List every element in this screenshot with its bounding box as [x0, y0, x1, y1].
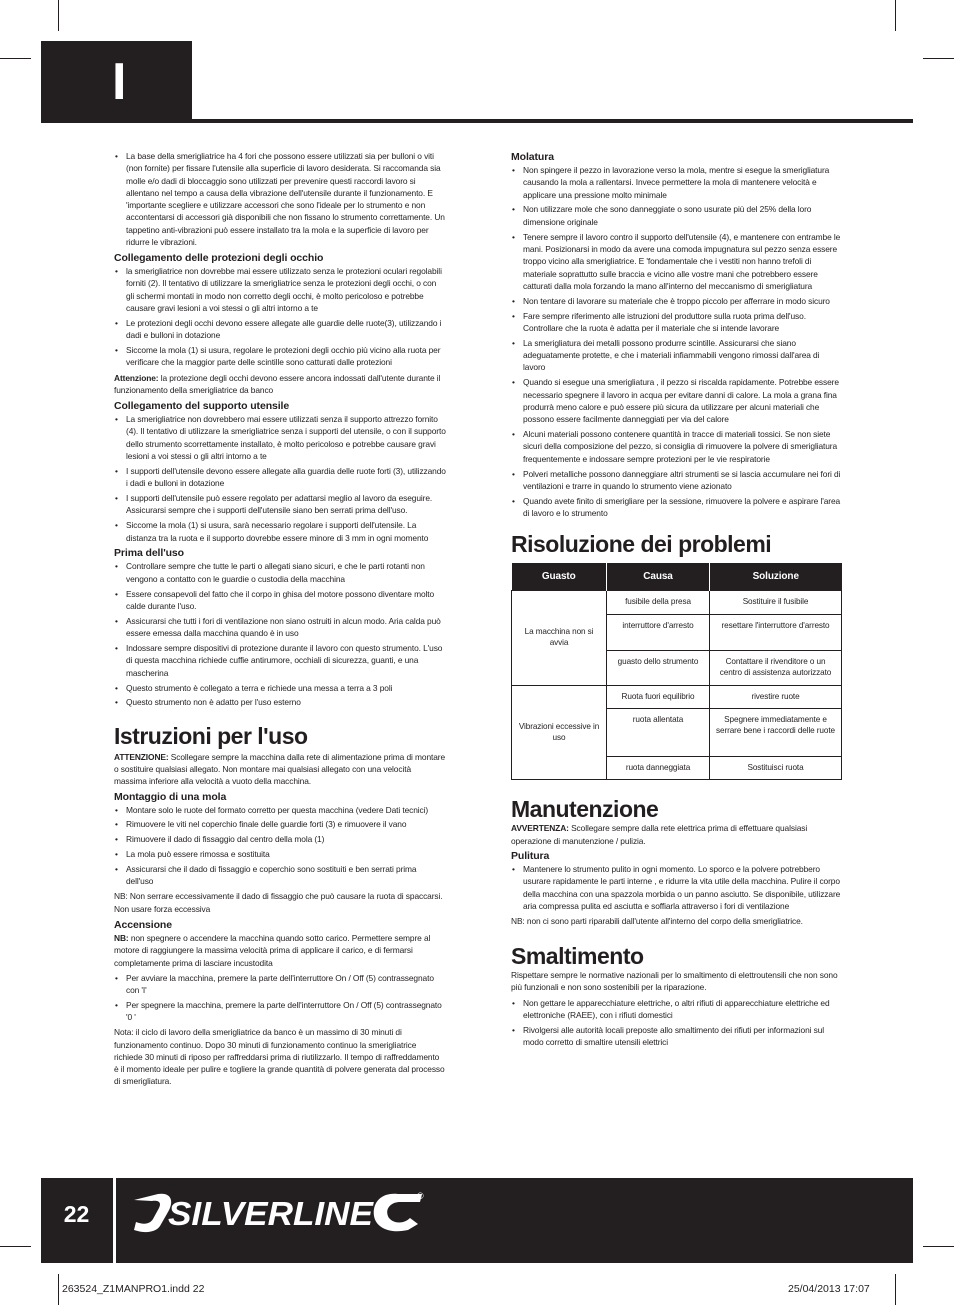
- warning-label: AVVERTENZA:: [511, 823, 569, 834]
- section-title: Pulitura: [511, 849, 550, 862]
- bullet-list: [114, 265, 446, 369]
- table-cell: interruttore d'arresto: [607, 614, 710, 650]
- list-item: • Per spegnere la macchina, premere la parte dell'interruttore On / Off (5) contrassegnato '0 ': [114, 999, 446, 1024]
- list-item: • I supporti dell'utensile può essere regolato per adattarsi meglio al lavoro da eseguire. Assicurarsi sempre che i supporti dell'utensile siano ben serrati prima dell'uso.: [114, 492, 446, 517]
- header-rule: [192, 119, 913, 123]
- crop-mark: [895, 1274, 896, 1305]
- list-item: • Siccome la mola (1) si usura, sarà necessario regolare i supporti dell'utensile. La distanza tra la ruota e il supporto dovrebbe essere minore di 3 mm in ogni momento: [114, 519, 446, 544]
- table-cell: Sostituire il fusibile: [710, 591, 842, 614]
- list-item: • Mantenere lo strumento pulito in ogni momento. Lo sporco e la polvere potrebbero usurare rapidamente le parti interne , e ridurre la vita utile della macchina. Pulire il corpo della macchina con una spazzola morbida o un panno asciutto. Se disponibile, utilizzare aria compressa pulita ed asciutta e soffiarla attraverso i fori di ventilazione: [511, 863, 843, 912]
- logo-wordmark: SILVERLINE: [168, 1195, 375, 1232]
- list-item: • Le protezioni degli occhi devono essere allegate alle guardie delle ruote(3), utilizzando i dadi e bulloni in dotazione: [114, 317, 446, 342]
- list-item: • Polveri metalliche possono danneggiare altri strumenti se si lascia accumulare nei fori di ventilazioni e trarre in quando lo strumento viene azionato: [511, 468, 843, 493]
- crop-mark: [895, 0, 896, 31]
- section-title: Accensione: [114, 918, 172, 931]
- date-slug: 25/04/2013 17:07: [788, 1283, 870, 1295]
- list-item: • Questo strumento non è adatto per l'uso esterno: [114, 696, 446, 708]
- silverline-logo: [128, 1188, 428, 1238]
- list-item: • Quando si esegue una smerigliatura , il pezzo si riscalda rapidamente. Potrebbe essere necessario spegnere il lavoro in acqua per evitare danni di calore. La mola a grana fina produrrà meno calore e può essere più sicura da utilizzare per alcuni materiali che possono essere facilmente danneggiati per via del calore: [511, 376, 843, 425]
- list-item: • Per avviare la macchina, premere la parte dell'interruttore On / Off (5) contrassegnato con 'I': [114, 972, 446, 997]
- list-item: • La smerigliatrice non dovrebbero mai essere utilizzati senza il supporto attrezzo fornito (4). Il tentativo di utilizzare la smerigliatrice senza i supporti del utensile, o con il supporto dello strumento scorrettamente installato, è molto pericoloso e potrebbe causare gravi lesioni a voi stessi o gli altri intorno a te: [114, 413, 446, 462]
- bullet-list: [511, 164, 843, 519]
- table-header-row: [512, 563, 842, 591]
- list-item: • Controllare sempre che tutte le parti o allegati siano sicuri, e che le parti rotanti non vengono a contatto con le guardie o custodia della macchina: [114, 560, 446, 585]
- section-title: Molatura: [511, 151, 554, 163]
- nb-label: NB:: [114, 932, 129, 943]
- note-label: Attenzione:: [114, 372, 159, 383]
- list-item: • La base della smerigliatrice ha 4 fori che possono essere utilizzati sia per bulloni o viti (non fornite) per fissare l'utensile alla superficie di lavoro desiderata. Si raccomanda sia molle e/o dadi di bloccaggio sono utilizzati per prevenire questi raccordi lavoro si allentano nel tempo a causa della vibrazione dell'utensile durante il funzionamento. E 'importante scegliere e utilizzare accessori che sono l'ideale per lo strumento e non accontentarsi di accessori già disponibili che non fissano lo strumento correttamente. Un tappetino anti-vibrazioni può essere installato tra la mola e la superficie di lavoro per ridurre le vibrazioni.: [114, 150, 446, 248]
- section-title: Collegamento delle protezioni degli occhio: [114, 251, 324, 264]
- list-item: • la smerigliatrice non dovrebbe mai essere utilizzato senza le protezioni oculari regolabili forniti (2). Il tentativo di utilizzare la smerigliatrice senza le protezioni degli occhi, o con gli schermi montati in modo non corretto degli occhi, è molto pericoloso e potrebbe causare gravi lesioni a voi stessi o gli altri intorno a te: [114, 265, 446, 314]
- list-item: • La mola può essere rimossa e sostituita: [114, 848, 446, 860]
- crop-mark: [923, 58, 954, 59]
- crop-mark: [58, 0, 59, 31]
- list-item: • Montare solo le ruote del formato corretto per questa macchina (vedere Dati tecnici): [114, 804, 446, 816]
- page-number: 22: [63, 1201, 90, 1227]
- warning-note: [114, 751, 446, 788]
- bullet-list: [114, 560, 446, 708]
- warning-label: ATTENZIONE:: [114, 751, 169, 762]
- list-item: • Questo strumento è collegato a terra e richiede una messa a terra a 3 poli: [114, 682, 446, 694]
- file-slug: 263524_Z1MANPRO1.indd 22: [62, 1283, 205, 1295]
- logo-hook-right: [374, 1194, 422, 1231]
- list-item: • Non spingere il pezzo in lavorazione verso la mola, mentre si esegue la smerigliatura causando la mola a rallentarsi. Invece permettere la mola di mantenere velocità e applicare una pressione molto minimale: [511, 164, 843, 201]
- crop-mark: [58, 1274, 59, 1305]
- list-item: • Siccome la mola (1) si usura, regolare le protezioni degli occhio più vicino alla ruota per verificare che la maggior parte delle scintille sono catturati dalle protezioni: [114, 344, 446, 369]
- bullet-list: [511, 863, 843, 912]
- section-heading: Istruzioni per l'uso: [114, 722, 308, 749]
- footer-divider: [113, 1178, 116, 1263]
- list-item: • Fare sempre riferimento alle istruzioni del produttore sulla ruota prima dell'uso. Controllare che la ruota è adatta per il materiale che si intende lavorare: [511, 310, 843, 335]
- note-text: NB: Non serrare eccessivamente il dado di fissaggio che può causare la ruota di spaccarsi. Non usare forza eccessiva: [114, 891, 443, 914]
- language-code: I: [112, 53, 127, 111]
- bullet-list: [511, 997, 843, 1049]
- table-cell: ruota allentata: [607, 708, 710, 756]
- table-cell: fusibile della presa: [607, 591, 710, 614]
- list-item: • La smerigliatura dei metalli possono produrre scintille. Assicurarsi che siano adeguatamente protette, e che i materiali infiammabili vengono rimossi dall'area di lavoro: [511, 337, 843, 374]
- table-cell: Ruota fuori equilibrio: [607, 685, 710, 708]
- list-item: • Non tentare di lavorare su materiale che è troppo piccolo per afferrare in modo sicuro: [511, 295, 843, 307]
- intro-list: [114, 150, 446, 248]
- table-cell: Sostituisci ruota: [710, 756, 842, 779]
- table-cell: rivestire ruote: [710, 685, 842, 708]
- warning-text: Scollegare sempre la macchina dalla rete di alimentazione prima di montare o sostituire qualsiasi allegato. Non montare mai qualsiasi allegato con una velocità massima inferiore alla velocità a vuoto della macchina.: [114, 751, 446, 787]
- table-row: [512, 591, 842, 614]
- section-heading: Manutenzione: [511, 796, 659, 823]
- table-header: Guasto: [512, 563, 607, 591]
- table-cell: resettare l'interruttore d'arresto: [710, 614, 842, 650]
- table-header: Soluzione: [710, 563, 842, 591]
- note-text: NB: non ci sono parti riparabili dall'utente all'interno del corpo della smerigliatrice.: [511, 915, 803, 926]
- left-column: [114, 150, 446, 1088]
- table-cell: Vibrazioni eccessive in uso: [512, 685, 607, 780]
- crop-mark: [0, 58, 31, 59]
- crop-mark: [0, 1246, 31, 1247]
- nb-text: non spegnere o accendere la macchina quando sotto carico. Permettere sempre al motore di raggiungere la massima velocità prima di applicare il carico, e di fermarsi completamente prima di lasciare incustodita: [114, 932, 431, 968]
- section-title: Montaggio di una mola: [114, 790, 227, 803]
- bullet-list: [114, 972, 446, 1024]
- list-item: • Indossare sempre dispositivi di protezione durante il lavoro con questo strumento. L'uso di questa macchina richiede cuffie antirumore, occhiali di sicurezza, guanti, e una mascherina: [114, 642, 446, 679]
- list-item: • I supporti dell'utensile devono essere allegate alla guardia delle ruote forti (3), utilizzando i dadi e bulloni in dotazione: [114, 465, 446, 490]
- crop-mark: [923, 1246, 954, 1247]
- warning-note: [511, 822, 843, 847]
- language-tab: [41, 41, 192, 123]
- nb-note: [114, 932, 446, 969]
- section-title: Prima dell'uso: [114, 547, 184, 560]
- intro-text: Rispettare sempre le normative nazionali per lo smaltimento di elettroutensili che non sono più funzionali e non sono sostenibili per la riparazione.: [511, 970, 838, 993]
- note-text: la protezione degli occhi devono essere ancora indossati dall'utente durante il funzionamento della smerigliatrice da banco: [114, 372, 441, 395]
- table-header: Causa: [607, 563, 710, 591]
- list-item: • Assicurarsi che il dado di fissaggio e coperchio sono sostituiti e ben serrati prima dell'uso: [114, 863, 446, 888]
- attention-note: [114, 372, 446, 397]
- list-item: • Alcuni materiali possono contenere quantità in tracce di materiali tossici. Se non siete sicuri della composizione del pezzo, si consiglia di rimuovere la polvere di smerigliatura frequentemente e indossare sempre protezioni per le vie respiratorie: [511, 428, 843, 465]
- table-cell: guasto dello strumento: [607, 650, 710, 685]
- registered-mark: ®: [417, 1191, 424, 1201]
- list-item: • Non utilizzare mole che sono danneggiate o sono usurate più del 25% della loro dimensione originale: [511, 203, 843, 228]
- list-item: • Rimuovere il dado di fissaggio dal centro della mola (1): [114, 833, 446, 845]
- list-item: • Assicurarsi che tutti i fori di ventilazione non siano ostruiti in alcun modo. Aria calda può essere emessa dalla macchina quando è in uso: [114, 615, 446, 640]
- table-cell: Contattare il rivenditore o un centro di assistenza autorizzato: [710, 650, 842, 685]
- bullet-list: [114, 804, 446, 888]
- list-item: • Rivolgersi alle autorità locali preposte allo smaltimento dei rifiuti per informazioni sul modo corretto di smaltire utensili elettrici: [511, 1024, 843, 1049]
- section-title: Collegamento del supporto utensile: [114, 400, 290, 413]
- list-item: • Quando avete finito di smerigliare per la sessione, rimuovere la polvere e aspirare l'area di lavoro e lo strumento: [511, 495, 843, 520]
- right-column: [511, 150, 843, 1051]
- logo-hook-left: [134, 1194, 171, 1232]
- section-heading: Risoluzione dei problemi: [511, 531, 772, 558]
- section-heading: Smaltimento: [511, 943, 644, 970]
- list-item: • Tenere sempre il lavoro contro il supporto dell'utensile (4), e mantenere con entrambe le mani. Posizionarsi in modo da avere una comoda impugnatura sul pezzo senza essere troppo vicino alla smerigliatrice. E 'fondamentale che i vestiti non hanno trefoli di materiale soprattutto sulle braccia e vicino alle vostre mani che potrebbero essere catturati dalla mola forzando la mano all'interno del meccanismo di smerigliatura: [511, 231, 843, 292]
- table-cell: ruota danneggiata: [607, 756, 710, 779]
- troubleshooting-table: [511, 563, 842, 780]
- bullet-list: [114, 413, 446, 544]
- warning-text: Scollegare sempre dalla rete elettrica prima di effettuare qualsiasi operazione di manutenzione / pulizia.: [511, 823, 808, 846]
- list-item: • Non gettare le apparecchiature elettriche, o altri rifiuti di apparecchiature elettriche ed elettroniche (RAEE), con i rifiuti domestici: [511, 997, 843, 1022]
- list-item: • Rimuovere le viti nel coperchio finale delle guardie forti (3) e rimuovere il vano: [114, 818, 446, 830]
- table-cell: Spegnere immediatamente e serrare bene i raccordi delle ruote: [710, 708, 842, 756]
- table-row: [512, 685, 842, 708]
- note-text: Nota: il ciclo di lavoro della smerigliatrice da banco è un massimo di 30 minuti di funzionamento continuo. Dopo 30 minuti di funzionamento continuo la smerigliatrice richiede 30 minuti di riposo per raffreddarsi prima di riutilizzarlo. Il tempo di raffreddamento è il momento ideale per pulire e togliere la grande quantità di polvere generata dal processo di smerigliatura.: [114, 1027, 445, 1087]
- list-item: • Essere consapevoli del fatto che il corpo in ghisa del motore possono diventare molto calde durante l'uso.: [114, 588, 446, 613]
- table-cell: La macchina non si avvia: [512, 591, 607, 685]
